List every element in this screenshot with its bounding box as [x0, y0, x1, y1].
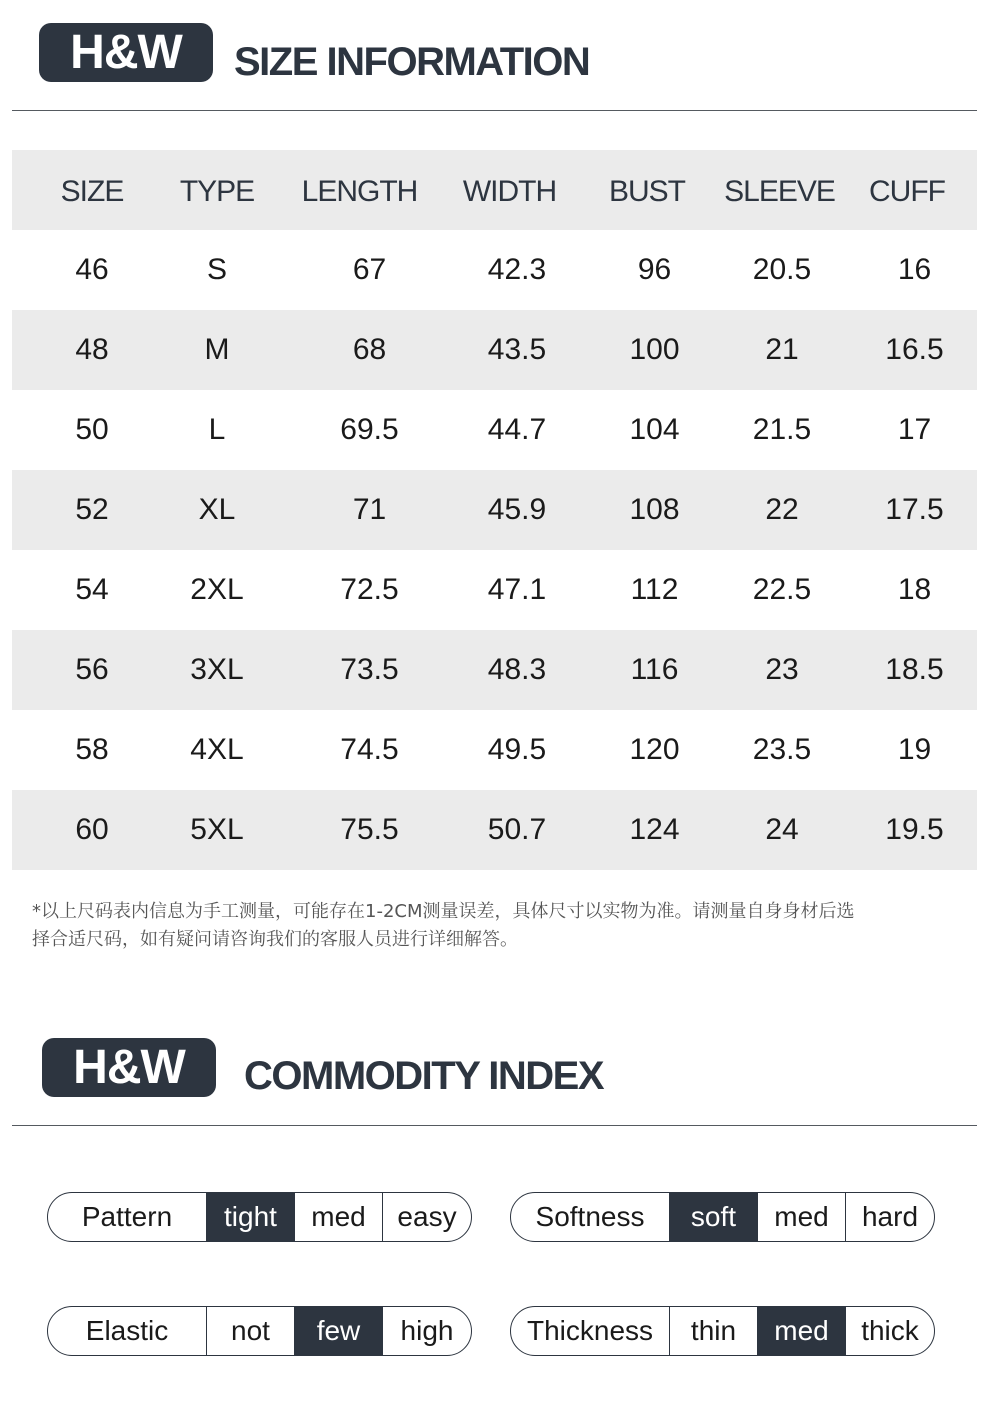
table-cell: 52 [75, 493, 109, 526]
table-cell: 54 [75, 573, 109, 606]
table-cell: 18 [897, 573, 932, 606]
brand-logo: H&W [42, 1038, 216, 1097]
table-cell: 23.5 [752, 733, 812, 766]
brand-logo: H&W [39, 23, 213, 82]
divider [12, 1125, 977, 1126]
table-cell: 20.5 [752, 253, 812, 286]
column-header: SIZE [60, 175, 124, 208]
table-cell: L [208, 413, 226, 446]
table-cell: 46 [75, 253, 109, 286]
index-option: few [295, 1307, 383, 1355]
index-label: Softness [511, 1193, 670, 1241]
table-row [12, 470, 977, 550]
table-cell: 21.5 [752, 413, 812, 446]
index-option: easy [397, 1201, 457, 1232]
index-label: Pattern [48, 1193, 207, 1241]
column-header: WIDTH [462, 175, 557, 208]
section-title: COMMODITY INDEX [244, 1054, 604, 1098]
table-cell: 96 [637, 253, 672, 286]
table-header-row [12, 150, 977, 230]
table-cell: 44.7 [487, 413, 547, 446]
table-cell: XL [198, 493, 236, 526]
table-cell: 124 [629, 813, 680, 846]
index-label: Thickness [511, 1307, 670, 1355]
table-row [12, 710, 977, 790]
table-cell: 48 [75, 333, 109, 366]
table-cell: 71 [352, 493, 387, 526]
softness-index [510, 1192, 935, 1242]
table-cell: 42.3 [487, 253, 547, 286]
table-cell: 19 [897, 733, 932, 766]
table-row [12, 550, 977, 630]
table-body [12, 230, 977, 870]
section-title: SIZE INFORMATION [234, 40, 590, 84]
column-header: CUFF [869, 175, 945, 208]
table-cell: 16 [897, 253, 932, 286]
table-cell: 75.5 [340, 813, 399, 846]
measurement-note [32, 898, 962, 954]
note-line: *以上尺码表内信息为手工测量，可能存在1-2CM测量误差，具体尺寸以实物为准。请测量自身身材后选 [32, 901, 855, 922]
table-cell: 100 [629, 333, 680, 366]
column-header: BUST [608, 175, 685, 208]
elastic-index [47, 1306, 472, 1356]
size-table [12, 150, 977, 870]
table-cell: 2XL [190, 573, 244, 606]
index-option: med [758, 1307, 846, 1355]
index-label: Elastic [48, 1307, 207, 1355]
index-option: med [295, 1193, 383, 1241]
divider [12, 110, 977, 111]
table-cell: 50.7 [487, 813, 547, 846]
table-cell: 17.5 [885, 493, 944, 526]
table-cell: 22.5 [752, 573, 812, 606]
table-cell: 23 [765, 653, 799, 686]
table-cell: 48.3 [487, 653, 547, 686]
table-cell: 73.5 [340, 653, 399, 686]
note-line: 择合适尺码，如有疑问请咨询我们的客服人员进行详细解答。 [32, 929, 518, 950]
table-cell: 18.5 [885, 653, 944, 686]
pattern-index [47, 1192, 472, 1242]
table-cell: 60 [75, 813, 109, 846]
index-option: thick [861, 1315, 919, 1346]
index-option: high [400, 1315, 454, 1346]
table-cell: 16.5 [885, 333, 944, 366]
index-option: not [207, 1307, 295, 1355]
table-cell: M [204, 333, 230, 366]
table-row [12, 390, 977, 470]
table-cell: 68 [352, 333, 387, 366]
index-option: soft [670, 1193, 758, 1241]
table-row [12, 310, 977, 390]
table-row [12, 630, 977, 710]
table-cell: 24 [765, 813, 799, 846]
table-cell: 74.5 [340, 733, 399, 766]
table-cell: 43.5 [487, 333, 547, 366]
table-cell: 112 [630, 573, 679, 606]
table-cell: 120 [629, 733, 680, 766]
index-option: thin [670, 1307, 758, 1355]
table-cell: 17 [897, 413, 932, 446]
table-cell: S [206, 253, 227, 286]
table-cell: 67 [352, 253, 387, 286]
thickness-index [510, 1306, 935, 1356]
index-option: med [758, 1193, 846, 1241]
table-cell: 50 [75, 413, 109, 446]
index-option: hard [861, 1201, 919, 1232]
table-cell: 21 [765, 333, 799, 366]
table-cell: 104 [629, 413, 680, 446]
table-cell: 116 [630, 653, 679, 686]
table-cell: 56 [75, 653, 109, 686]
table-cell: 47.1 [487, 573, 547, 606]
table-cell: 3XL [190, 653, 244, 686]
table-cell: 5XL [190, 813, 244, 846]
table-row [12, 790, 977, 870]
table-cell: 58 [75, 733, 109, 766]
table-cell: 45.9 [487, 493, 547, 526]
table-cell: 108 [629, 493, 680, 526]
column-header: TYPE [179, 175, 255, 208]
table-cell: 49.5 [487, 733, 547, 766]
index-option: tight [207, 1193, 295, 1241]
column-header: LENGTH [301, 175, 418, 208]
table-cell: 69.5 [340, 413, 399, 446]
table-cell: 4XL [190, 733, 244, 766]
table-cell: 22 [765, 493, 799, 526]
table-row [12, 230, 977, 310]
table-cell: 72.5 [340, 573, 399, 606]
column-header: SLEEVE [724, 175, 835, 208]
table-cell: 19.5 [885, 813, 944, 846]
